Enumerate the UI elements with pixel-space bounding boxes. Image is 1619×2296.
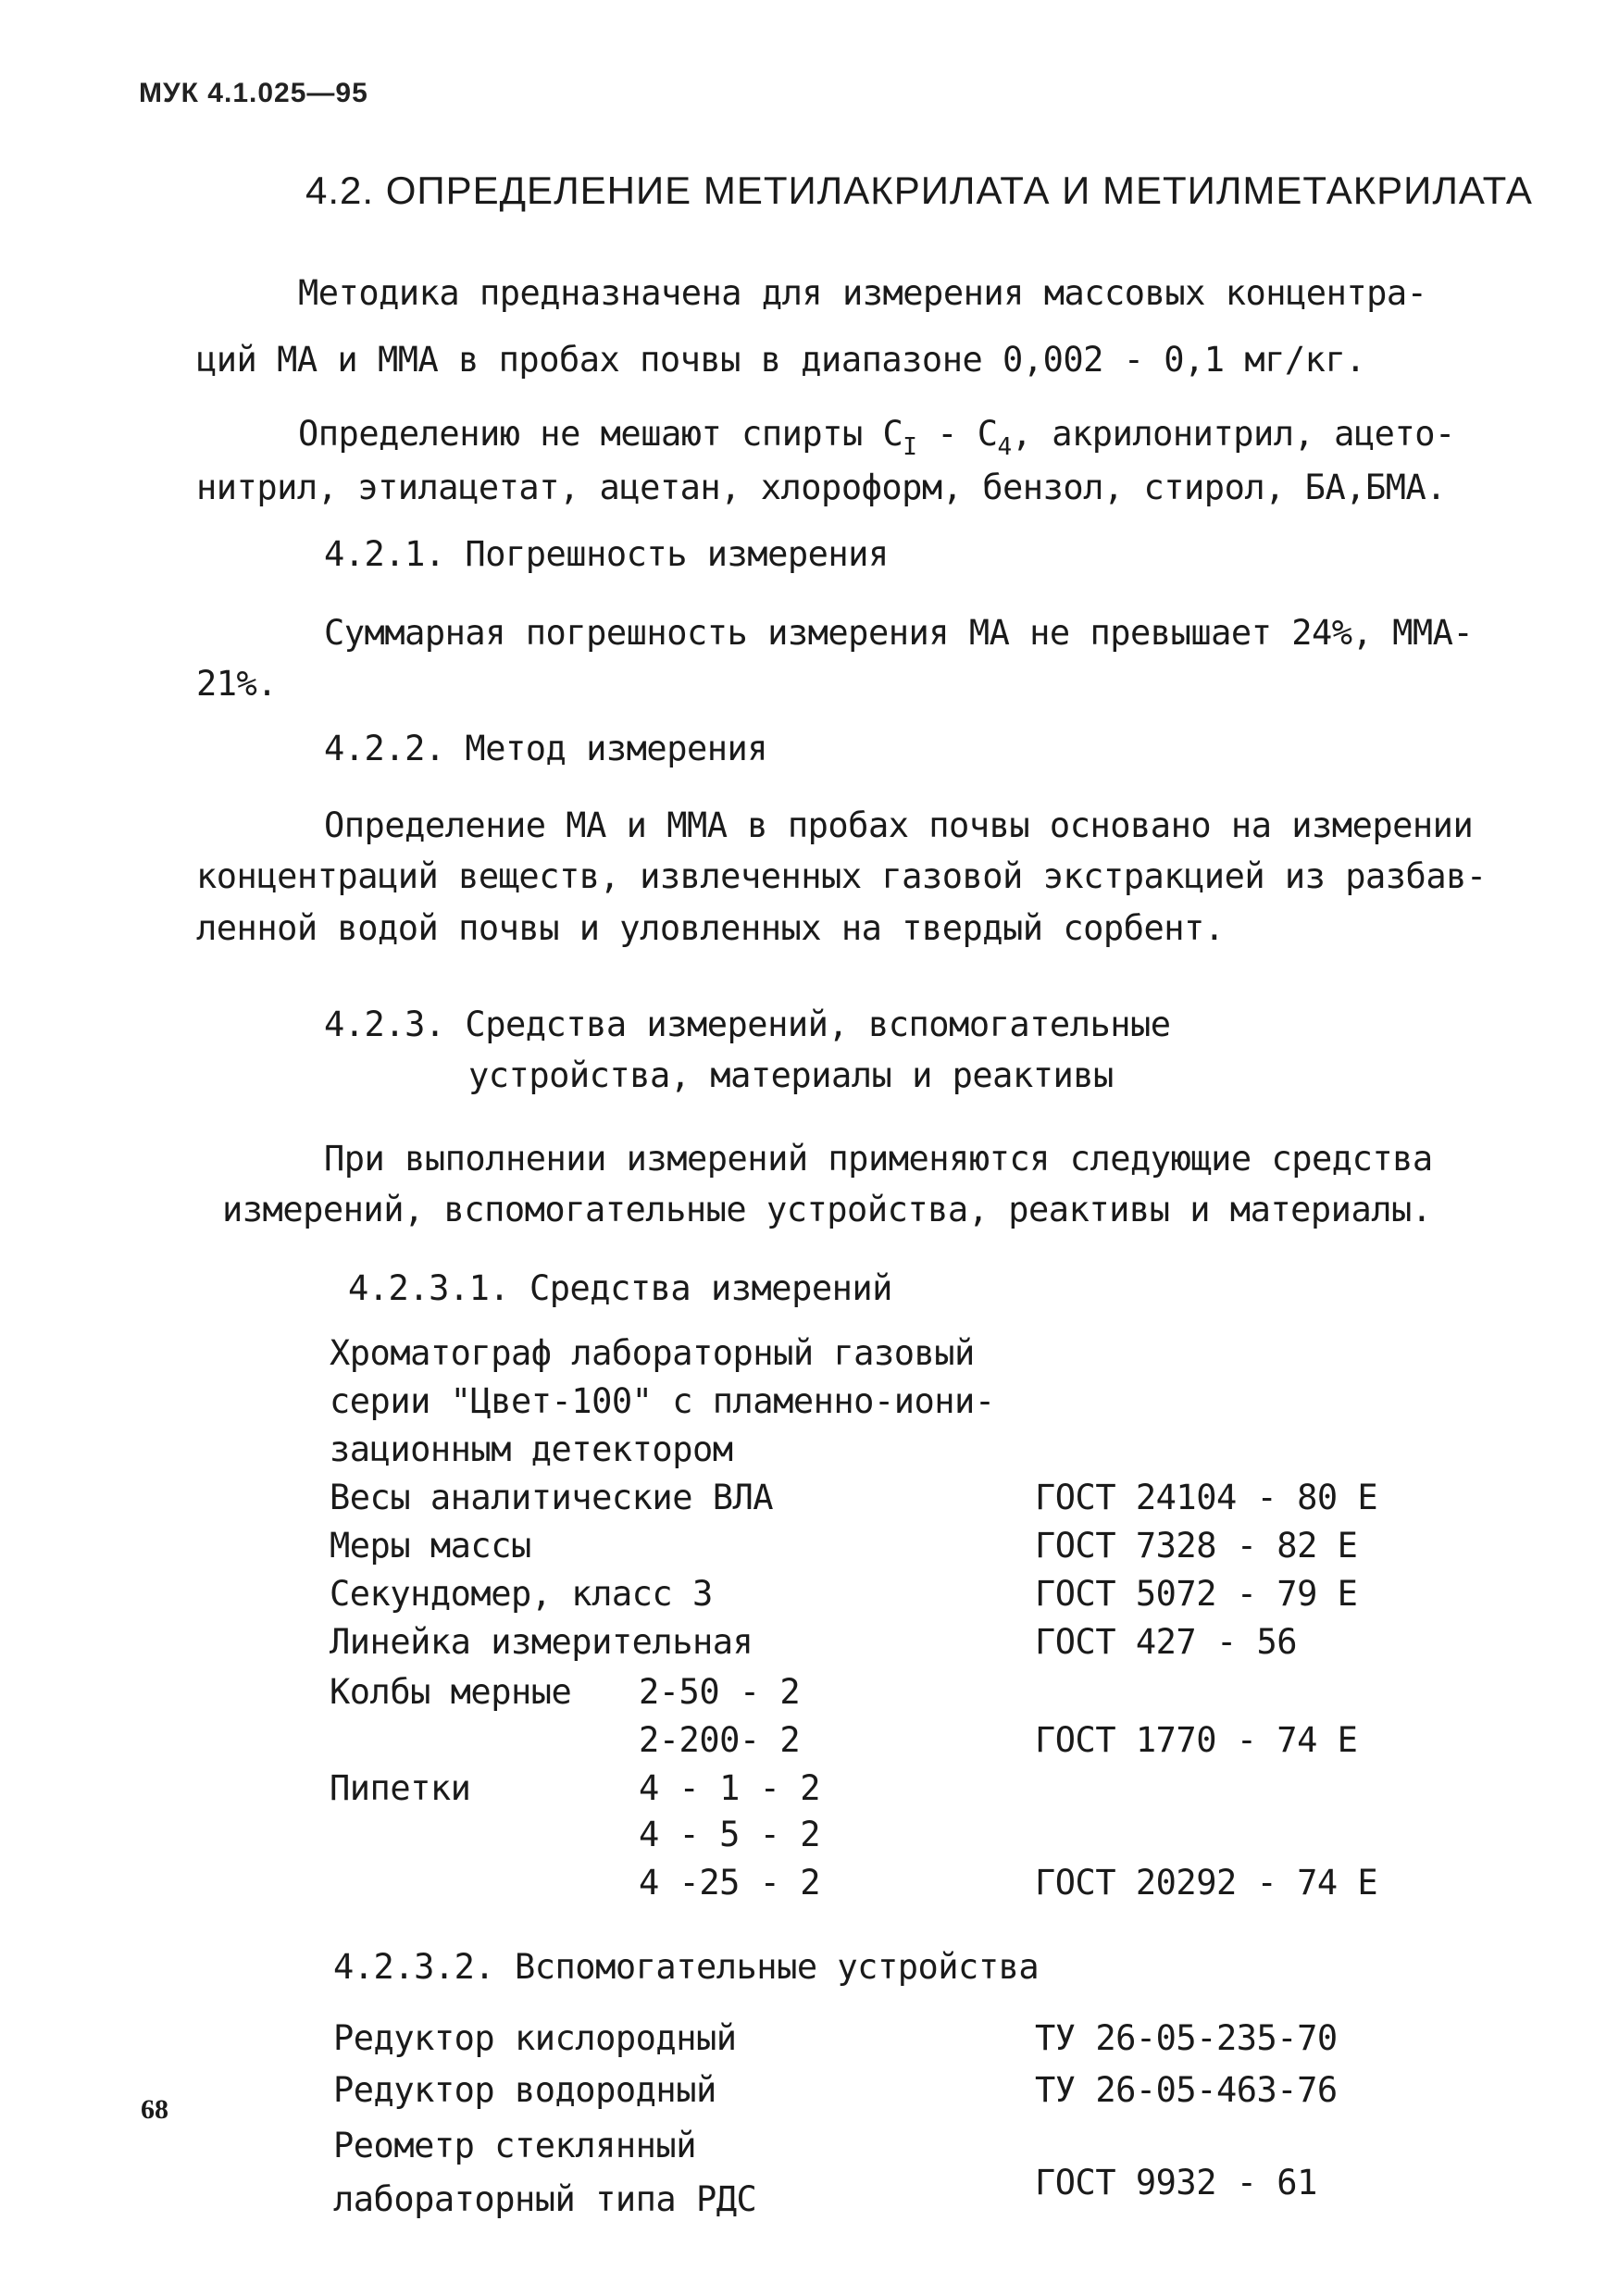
section-title: 4.2. ОПРЕДЕЛЕНИЕ МЕТИЛАКРИЛАТА И МЕТИЛМЕТАКРИЛАТА: [305, 168, 1533, 212]
instrument-type: 2-200- 2: [639, 1720, 801, 1760]
intro-line-4: нитрил, этилацетат, ацетан, хлороформ, бензол, стирол, БА,БМА.: [196, 468, 1447, 507]
subsection-heading-4-2-1: 4.2.1. Погрешность измерения: [324, 534, 889, 574]
instrument-type: 4 - 1 - 2: [639, 1768, 820, 1808]
instrument-name: Линейка измерительная: [330, 1622, 753, 1662]
subsection-heading-4-2-3-2: 4.2.3.2. Вспомогательные устройства: [333, 1947, 1040, 1987]
instrument-standard: ГОСТ 1770 - 74 Е: [1035, 1720, 1358, 1760]
method-text-line-2: концентраций веществ, извлеченных газовой экстракцией из разбав-: [196, 856, 1487, 896]
subsection-heading-4-2-3-line-2: устройства, материалы и реактивы: [468, 1055, 1114, 1095]
instrument-standard: ГОСТ 427 - 56: [1035, 1622, 1298, 1662]
instrument-standard: ГОСТ 5072 - 79 Е: [1035, 1574, 1358, 1614]
instrument-name: Колбы мерные: [330, 1672, 572, 1712]
instrument-name: зационным детектором: [330, 1429, 733, 1469]
instrument-name: Меры массы: [330, 1526, 531, 1566]
means-text-line-2: измерений, вспомогательные устройства, реактивы и материалы.: [222, 1190, 1432, 1229]
device-name: Редуктор кислородный: [333, 2018, 737, 2058]
document-code-header: МУК 4.1.025—95: [139, 78, 368, 108]
instrument-type: 2-50 - 2: [639, 1672, 801, 1712]
means-text-line-1: При выполнении измерений применяются следующие средства: [324, 1139, 1433, 1179]
subsection-heading-4-2-3-line-1: 4.2.3. Средства измерений, вспомогательные: [324, 1004, 1171, 1044]
device-standard: ТУ 26-05-235-70: [1035, 2018, 1338, 2058]
device-name: Реометр стеклянный: [333, 2126, 696, 2165]
instrument-standard: ГОСТ 24104 - 80 Е: [1035, 1478, 1378, 1517]
device-standard: ГОСТ 9932 - 61: [1035, 2163, 1317, 2202]
instrument-standard: ГОСТ 7328 - 82 Е: [1035, 1526, 1358, 1566]
instrument-name: серии "Цвет-100" с пламенно-иони-: [330, 1381, 995, 1421]
intro-line-1: Методика предназначена для измерения массовых концентра-: [298, 273, 1427, 313]
instrument-type: 4 -25 - 2: [639, 1863, 820, 1903]
method-text-line-1: Определение МА и ММА в пробах почвы основано на измерении: [324, 805, 1474, 845]
instrument-standard: ГОСТ 20292 - 74 Е: [1035, 1863, 1378, 1903]
instrument-name: Хроматограф лабораторный газовый: [330, 1333, 975, 1373]
instrument-name: Весы аналитические ВЛА: [330, 1478, 774, 1517]
error-text-line-2: 21%.: [196, 664, 278, 704]
device-name: Редуктор водородный: [333, 2070, 716, 2110]
method-text-line-3: ленной водой почвы и уловленных на твердый сорбент.: [196, 908, 1225, 948]
device-standard: ТУ 26-05-463-76: [1035, 2070, 1338, 2110]
page-number: 68: [141, 2094, 168, 2125]
instrument-name: Секундомер, класс 3: [330, 1574, 713, 1614]
intro-line-2: ций МА и ММА в пробах почвы в диапазоне 0,002 - 0,1 мг/кг.: [196, 340, 1366, 380]
subsection-heading-4-2-3-1: 4.2.3.1. Средства измерений: [348, 1268, 892, 1308]
instrument-type: 4 - 5 - 2: [639, 1815, 820, 1854]
instrument-name: Пипетки: [330, 1768, 471, 1808]
device-name: лабораторный типа РДС: [333, 2179, 757, 2219]
error-text-line-1: Суммарная погрешность измерения МА не превышает 24%, ММА-: [324, 613, 1474, 653]
subsection-heading-4-2-2: 4.2.2. Метод измерения: [324, 729, 768, 768]
intro-line-3: Определению не мешают спирты $С_I - С_4$, акрилонитрил, ацето-: [298, 414, 1455, 461]
